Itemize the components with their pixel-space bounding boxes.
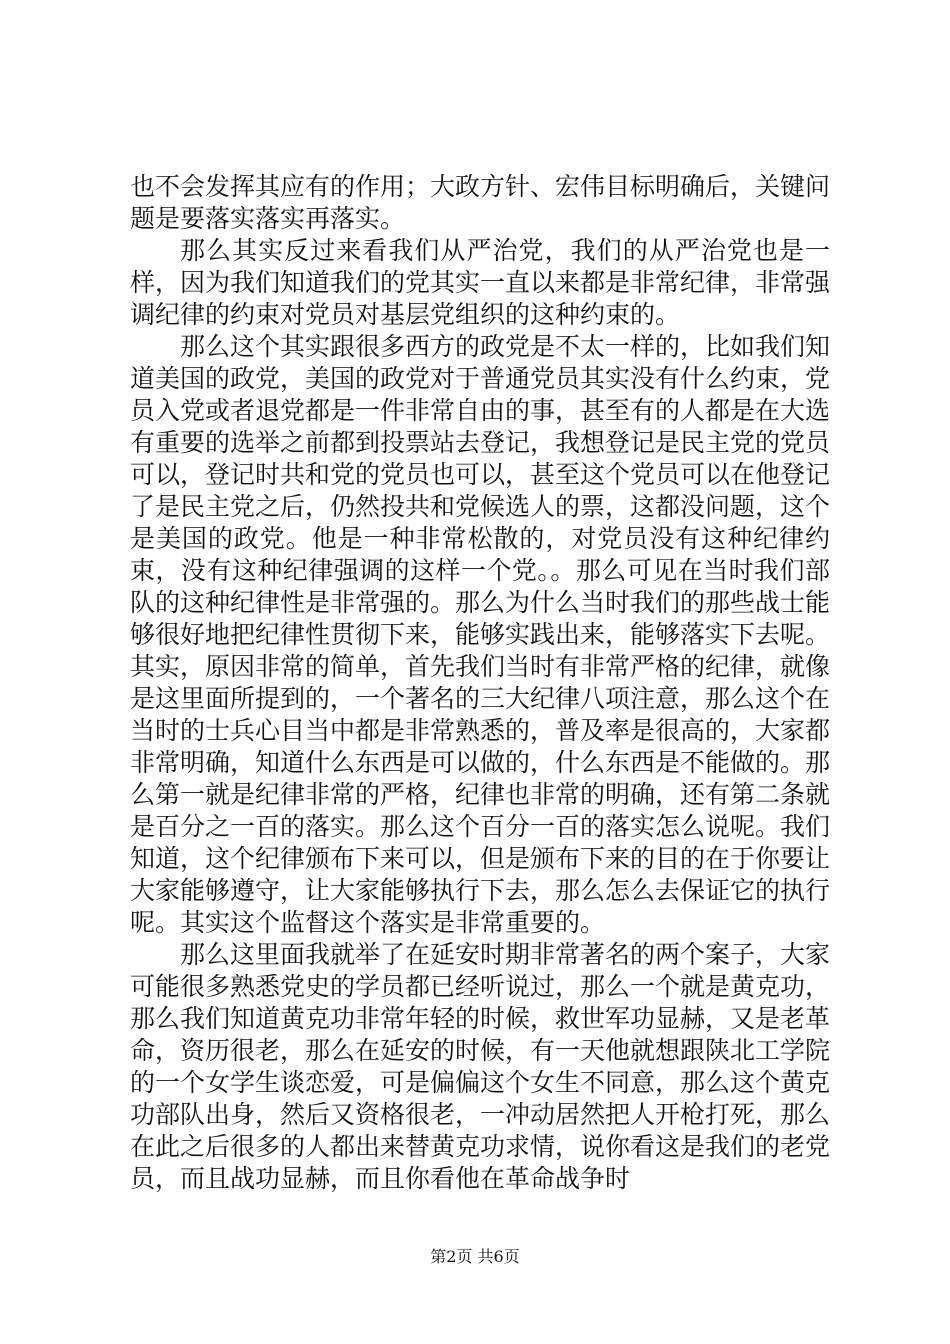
paragraph-continuation: 也不会发挥其应有的作用；大政方针、宏伟目标明确后，关键问题是要落实落实再落实。: [130, 172, 831, 233]
page-number-footer: 第2页 共6页: [430, 1247, 520, 1266]
paragraph-western-parties: 那么这个其实跟很多西方的政党是不太一样的，比如我们知道美国的政党，美国的政党对于普通党员其实没有什么约束，党员入党或者退党都是一件非常自由的事，甚至有的人都是在大选有重要的选举之前都到投票站去登记，我想登记是民主党的党员可以，登记时共和党的党员也可以，甚至这个党员可以在他登记了是民主党之后，仍然投共和党候选人的票，这都没问题，这个是美国的政党。他是一种非常松散的，对党员没有这种纪律约束，没有这种纪律强调的这样一个党。。那么可见在当时我们部队的这种纪律性是非常强的。那么为什么当时我们的那些战士能够很好地把纪律性贯彻下来，能够实践出来，能够落实下去呢。其实，原因非常的简单，首先我们当时有非常严格的纪律，就像是这里面所提到的，一个著名的三大纪律八项注意，那么这个在当时的士兵心目当中都是非常熟悉的，普及率是很高的，大家都非常明确，知道什么东西是可以做的，什么东西是不能做的。那么第一就是纪律非常的严格，纪律也非常的明确，还有第二条就是百分之一百的落实。那么这个百分一百的落实怎么说呢。我们知道，这个纪律颁布下来可以，但是颁布下来的目的在于你要让大家能够遵守，让大家能够执行下去，那么怎么去保证它的执行呢。其实这个监督这个落实是非常重要的。: [130, 332, 831, 937]
paragraph-party-discipline: 那么其实反过来看我们从严治党，我们的从严治党也是一样，因为我们知道我们的党其实一直以来都是非常纪律，非常强调纪律的约束对党员对基层党组织的这种约束的。: [130, 236, 831, 329]
paragraph-yanan-cases: 那么这里面我就举了在延安时期非常著名的两个案子，大家可能很多熟悉党史的学员都已经听说过，那么一个就是黄克功，那么我们知道黄克功非常年轻的时候，救世军功显赫，又是老革命，资历很老，那么在延安的时候，有一天他就想跟陕北工学院的一个女学生谈恋爱，可是偏偏这个女生不同意，那么这个黄克功部队出身，然后又资格很老，一冲动居然把人开枪打死，那么在此之后很多的人都出来替黄克功求情，说你看这是我们的老党员，而且战功显赫，而且你看他在革命战争时: [130, 940, 831, 1193]
document-body: [130, 171, 830, 1195]
